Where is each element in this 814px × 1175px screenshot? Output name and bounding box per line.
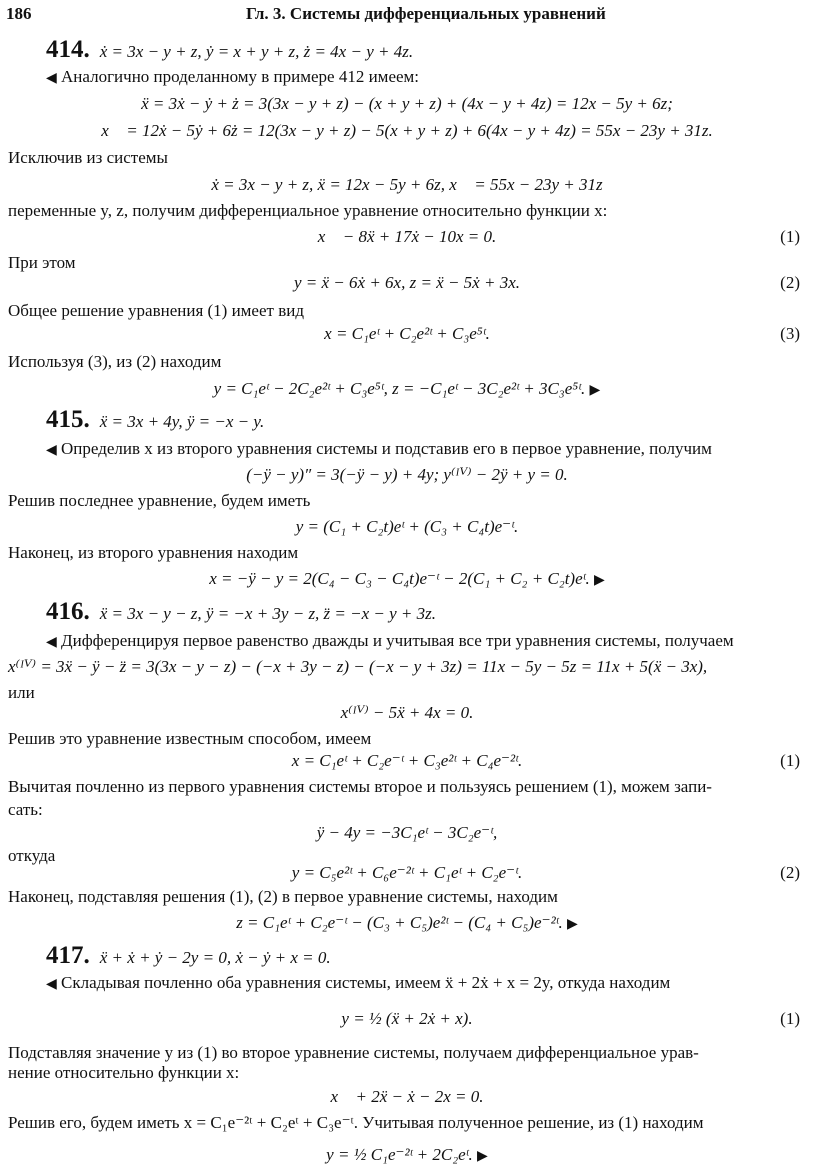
solution-end-icon: ▶ bbox=[477, 1149, 488, 1164]
running-title: Гл. 3. Системы дифференциальных уравнений bbox=[246, 4, 606, 23]
numbered-formula: y = ẍ − 6ẋ + 6x, z = ẍ − 5ẋ + 3x. (2) bbox=[0, 270, 814, 296]
paragraph-line: переменные y, z, получим дифференциальное уравнение относительно функции x: bbox=[8, 201, 608, 220]
equation-number: (2) bbox=[780, 863, 800, 882]
equation-number: (2) bbox=[780, 273, 800, 292]
paragraph-line: Общее решение уравнения (1) имеет вид bbox=[8, 301, 304, 320]
paragraph-line: ◀ Дифференцируя первое равенство дважды и учитывая все три уравнения системы, получаем bbox=[46, 631, 734, 650]
page-header bbox=[6, 4, 808, 28]
paragraph-line: Наконец, из второго уравнения находим bbox=[8, 543, 299, 562]
formula: x⃛ = 12ẋ − 5ẏ + 6ż = 12(3x − y + z) − 5(x + y + z) + 6(4x − y + 4z) = 55x − 23y + 31z. bbox=[101, 121, 713, 140]
paragraph-line: нение относительно функции x: bbox=[8, 1063, 240, 1082]
equation-number: (1) bbox=[780, 227, 800, 246]
problem-statement: ẍ = 3x + 4y, ÿ = −x − y. bbox=[99, 412, 265, 431]
paragraph-line: Решив это уравнение известным способом, имеем bbox=[8, 729, 372, 748]
paragraph-line: Решив последнее уравнение, будем иметь bbox=[8, 491, 311, 510]
formula: ẋ = 3x − y + z, ẍ = 12x − 5y + 6z, x⃛ = 55x − 23y + 31z bbox=[211, 175, 603, 194]
formula: x⁽ᴵⱽ⁾ − 5ẍ + 4x = 0. bbox=[340, 703, 474, 722]
numbered-formula: x = C₁eᵗ + C₂e²ᵗ + C₃e⁵ᵗ. (3) bbox=[0, 321, 814, 347]
paragraph-line: Решив его, будем иметь x = C₁e⁻²ᵗ + C₂eᵗ + C₃e⁻ᵗ. Учитывая полученное решение, из (1) находим bbox=[8, 1113, 704, 1132]
solution-start-icon: ◀ bbox=[46, 977, 57, 992]
page-number: 186 bbox=[6, 4, 32, 23]
formula: x = −ÿ − y = 2(C₄ − C₃ − C₄t)e⁻ᵗ − 2(C₁ + C₂ + C₂t)eᵗ. ▶ bbox=[209, 569, 605, 588]
numbered-formula: x⃛ − 8ẍ + 17ẋ − 10x = 0. (1) bbox=[0, 224, 814, 250]
paragraph-line: При этом bbox=[8, 253, 76, 272]
formula: y = (C₁ + C₂t)eᵗ + (C₃ + C₄t)e⁻ᵗ. bbox=[295, 517, 519, 536]
problem-statement: ẍ + ẋ + ẏ − 2y = 0, ẋ − ẏ + x = 0. bbox=[99, 948, 331, 967]
problem-415-header bbox=[0, 404, 814, 436]
problem-417-header bbox=[0, 940, 814, 972]
problem-number: 414. bbox=[46, 36, 90, 63]
problem-414-header bbox=[0, 34, 814, 66]
paragraph-line: откуда bbox=[8, 846, 56, 865]
formula: x⁽ᴵⱽ⁾ = 3ẍ − ÿ − z̈ = 3(3x − y − z) − (−x + 3y − z) − (−x − y + 3z) = 11x − 5y − 5z = 11x + 5(ẍ − 3x), bbox=[8, 657, 708, 676]
solution-start-icon: ◀ bbox=[46, 635, 57, 650]
problem-statement: ẍ = 3x − y − z, ÿ = −x + 3y − z, z̈ = −x − y + 3z. bbox=[99, 604, 437, 623]
solution-end-icon: ▶ bbox=[589, 383, 601, 398]
numbered-formula: x = C₁eᵗ + C₂e⁻ᵗ + C₃e²ᵗ + C₄e⁻²ᵗ. (1) bbox=[0, 748, 814, 774]
paragraph-line: сать: bbox=[8, 800, 43, 819]
paragraph-line: Используя (3), из (2) находим bbox=[8, 352, 222, 371]
solution-start-icon: ◀ bbox=[46, 443, 57, 458]
solution-end-icon: ▶ bbox=[593, 573, 605, 588]
problem-number: 416. bbox=[46, 598, 90, 625]
problem-416-header bbox=[0, 596, 814, 628]
paragraph-line: Вычитая почленно из первого уравнения системы второе и пользуясь решением (1), можем запи- bbox=[8, 777, 712, 796]
problem-number: 417. bbox=[46, 942, 90, 969]
solution-end-icon: ▶ bbox=[567, 917, 578, 932]
paragraph-line: Подставляя значение y из (1) во второе уравнение системы, получаем дифференциальное урав- bbox=[8, 1043, 699, 1062]
formula: x⃛ + 2ẍ − ẋ − 2x = 0. bbox=[330, 1087, 484, 1106]
formula: z = C₁eᵗ + C₂e⁻ᵗ − (C₃ + C₅)e²ᵗ − (C₄ + C₅)e⁻²ᵗ. ▶ bbox=[236, 913, 578, 932]
solution-start-icon: ◀ bbox=[46, 71, 57, 86]
formula: (−ÿ − y)″ = 3(−ÿ − y) + 4y; y⁽ᴵⱽ⁾ − 2ÿ + y = 0. bbox=[246, 465, 568, 484]
formula: y = ½ C₁e⁻²ᵗ + 2C₂eᵗ. ▶ bbox=[326, 1145, 488, 1164]
paragraph-line: ◀ Складывая почленно оба уравнения системы, имеем ẍ + 2ẋ + x = 2y, откуда находим bbox=[46, 973, 671, 992]
equation-number: (1) bbox=[780, 1009, 800, 1028]
problem-statement: ẋ = 3x − y + z, ẏ = x + y + z, ż = 4x − y + 4z. bbox=[99, 42, 414, 61]
paragraph-line: или bbox=[8, 683, 35, 702]
formula: y = C₁eᵗ − 2C₂e²ᵗ + C₃e⁵ᵗ, z = −C₁eᵗ − 3C₂e²ᵗ + 3C₃e⁵ᵗ. ▶ bbox=[213, 379, 601, 398]
equation-number: (3) bbox=[780, 324, 800, 343]
numbered-formula: y = ½ (ẍ + 2ẋ + x). (1) bbox=[0, 1006, 814, 1032]
problem-number: 415. bbox=[46, 406, 90, 433]
paragraph-line: Исключив из системы bbox=[8, 148, 168, 167]
paragraph-line: ◀ Определив x из второго уравнения системы и подставив его в первое уравнение, получим bbox=[46, 439, 712, 458]
formula: ẍ = 3ẋ − ẏ + ż = 3(3x − y + z) − (x + y + z) + (4x − y + 4z) = 12x − 5y + 6z; bbox=[141, 94, 673, 113]
equation-number: (1) bbox=[780, 751, 800, 770]
problem-414-intro: ◀ Аналогично проделанному в примере 412 имеем: bbox=[46, 67, 420, 86]
numbered-formula: y = C₅e²ᵗ + C₆e⁻²ᵗ + C₁eᵗ + C₂e⁻ᵗ. (2) bbox=[0, 860, 814, 886]
paragraph-line: Наконец, подставляя решения (1), (2) в первое уравнение системы, находим bbox=[8, 887, 558, 906]
formula: ÿ − 4y = −3C₁eᵗ − 3C₂e⁻ᵗ, bbox=[316, 823, 498, 842]
